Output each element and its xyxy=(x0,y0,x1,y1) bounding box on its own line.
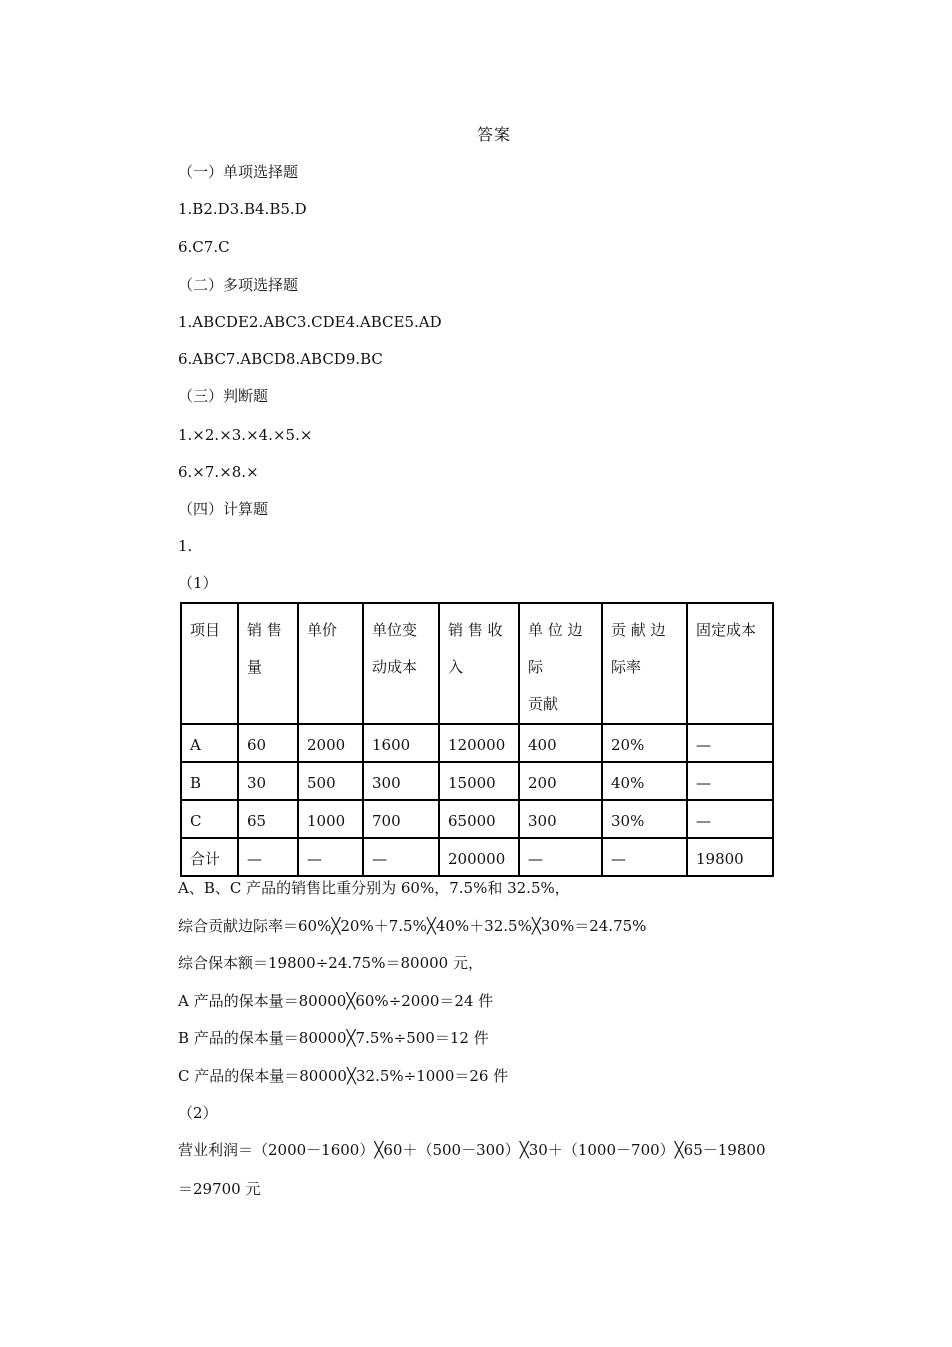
section-heading-true-false: （三）判断题 xyxy=(178,387,269,405)
part-label: （2） xyxy=(178,1104,218,1122)
table-cell: B xyxy=(181,762,238,800)
table-cell: 20% xyxy=(602,724,687,762)
section-heading-single-choice: （一）单项选择题 xyxy=(178,163,299,181)
question-number: 1. xyxy=(178,537,193,555)
table-cell: 500 xyxy=(298,762,363,800)
table-cell: — xyxy=(687,800,773,838)
table-cell: — xyxy=(519,838,602,876)
table-cell: — xyxy=(687,724,773,762)
table-cell: 60 xyxy=(238,724,298,762)
table-cell: 400 xyxy=(519,724,602,762)
table-cell: 2000 xyxy=(298,724,363,762)
table-row xyxy=(181,762,773,800)
table-cell: 1600 xyxy=(363,724,439,762)
table-cell: 200 xyxy=(519,762,602,800)
table-header-cell: 贡 献 边 际率 xyxy=(602,603,687,724)
table-cell: 120000 xyxy=(439,724,519,762)
calc-line: 综合贡献边际率＝60%╳20%＋7.5%╳40%＋32.5%╳30%＝24.75% xyxy=(178,917,647,935)
table-row xyxy=(181,800,773,838)
answer-line: 1.B2.D3.B4.B5.D xyxy=(178,200,307,218)
table-cell: — xyxy=(298,838,363,876)
table-header-cell: 项目 xyxy=(181,603,238,724)
table-header-cell: 固定成本 xyxy=(687,603,773,724)
calc-line: A 产品的保本量＝80000╳60%÷2000＝24 件 xyxy=(178,992,494,1010)
calc-line: C 产品的保本量＝80000╳32.5%÷1000＝26 件 xyxy=(178,1067,509,1085)
section-heading-multi-choice: （二）多项选择题 xyxy=(178,276,299,294)
profit-line: ＝29700 元 xyxy=(178,1180,261,1198)
table-cell: 30 xyxy=(238,762,298,800)
table-cell: 1000 xyxy=(298,800,363,838)
answer-line: 1.×2.×3.×4.×5.× xyxy=(178,426,313,444)
table-cell: 300 xyxy=(363,762,439,800)
section-heading-calc: （四）计算题 xyxy=(178,500,269,518)
table-cell: 700 xyxy=(363,800,439,838)
table-total-row xyxy=(181,838,773,876)
calc-line: A、B、C 产品的销售比重分别为 60%，7.5%和 32.5%， xyxy=(178,879,570,897)
answer-line: 6.ABC7.ABCD8.ABCD9.BC xyxy=(178,350,383,368)
table-header-cell: 单位变 动成本 xyxy=(363,603,439,724)
profit-line: 营业利润＝（2000－1600）╳60＋（500－300）╳30＋（1000－700）╳65－19800 xyxy=(178,1141,766,1159)
table-cell: 300 xyxy=(519,800,602,838)
table-header-cell: 销 售 量 xyxy=(238,603,298,724)
table-cell: — xyxy=(687,762,773,800)
table-cell: C xyxy=(181,800,238,838)
table-cell: 合计 xyxy=(181,838,238,876)
table-row xyxy=(181,724,773,762)
table-cell: 40% xyxy=(602,762,687,800)
calc-line: B 产品的保本量＝80000╳7.5%÷500＝12 件 xyxy=(178,1029,489,1047)
table-header-cell: 销 售 收 入 xyxy=(439,603,519,724)
data-table xyxy=(180,602,774,877)
table-cell: — xyxy=(602,838,687,876)
answer-line: 6.×7.×8.× xyxy=(178,463,259,481)
table-cell: — xyxy=(238,838,298,876)
answer-line: 6.C7.C xyxy=(178,238,230,256)
part-label: （1） xyxy=(178,574,218,592)
table-cell: — xyxy=(363,838,439,876)
table-cell: 19800 xyxy=(687,838,773,876)
table-cell: 200000 xyxy=(439,838,519,876)
table-cell: 15000 xyxy=(439,762,519,800)
answer-line: 1.ABCDE2.ABC3.CDE4.ABCE5.AD xyxy=(178,313,442,331)
calc-line: 综合保本额＝19800÷24.75%＝80000 元， xyxy=(178,954,483,972)
table-cell: 30% xyxy=(602,800,687,838)
table-cell: A xyxy=(181,724,238,762)
table-header-row xyxy=(181,603,773,724)
page-title: 答案 xyxy=(476,125,511,144)
table-cell: 65 xyxy=(238,800,298,838)
table-cell: 65000 xyxy=(439,800,519,838)
table-header-cell: 单价 xyxy=(298,603,363,724)
table-header-cell: 单 位 边 际 贡献 xyxy=(519,603,602,724)
